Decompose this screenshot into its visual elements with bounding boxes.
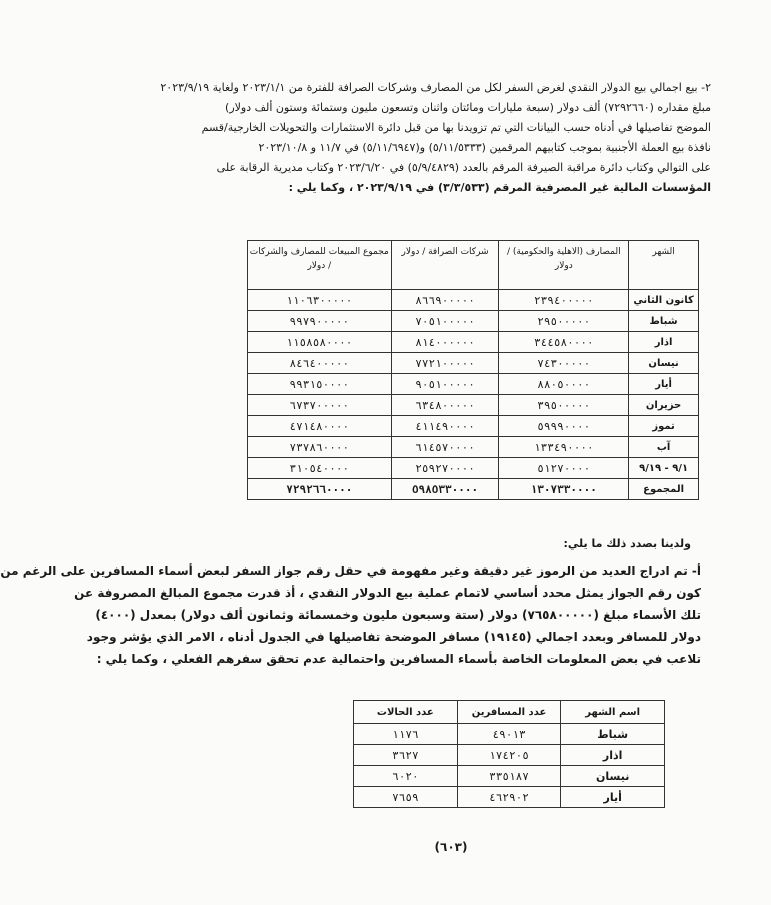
cell-exchange: ٤١١٤٩٠٠٠٠ [391,416,499,437]
text-line: ٢- بيع اجمالي بيع الدولار النقدي لغرض السفر لكل من المصارف وشركات الصرافة للفترة من ٢٠٢٣/١/١ ولغاية ٢٠٢٣/٩/١٩ [160,81,711,94]
cell-banks: ٨٨٠٥٠٠٠٠ [499,374,629,395]
cell-total: ٤٧١٤٨٠٠٠٠ [248,416,392,437]
cell-total: ١١٥٨٥٨٠٠٠٠ [248,332,392,353]
cell-cases: ٧٦٥٩ [354,787,458,808]
cell-total: ٧٣٧٨٦٠٠٠٠ [248,437,392,458]
cell-month: شباط [629,311,699,332]
text-line: تلك الأسماء مبلغ (٧٦٥٨٠٠٠٠٠) دولار (ستة وسبعون مليون وخمسمائة وثمانون ألف دولار) بمعدل (٤٠٠٠) [95,608,701,622]
cell-total: ٣١٠٥٤٠٠٠٠ [248,458,392,479]
cell-cases: ١١٧٦ [354,724,458,745]
text-line: تلاعب في بعض المعلومات الخاصة بأسماء المسافرين واحتمالية عدم تحقق سفرهم الفعلي ، وكما يلي : [96,652,701,666]
paragraph-passport-issue [0,560,701,670]
cell-month: آب [629,437,699,458]
cell-month: أيار [561,787,665,808]
page-number: (٦٠٣) [434,840,468,854]
cell-month: ٩/١ - ٩/١٩ [629,458,699,479]
cell-total: ٩٩٧٩٠٠٠٠٠ [248,311,392,332]
paragraph-sales-summary [160,78,711,198]
cell-exchange: ٧٠٥١٠٠٠٠٠ [391,311,499,332]
travelers-table [353,700,665,808]
header-month: الشهر [629,241,699,290]
table-row [354,745,665,766]
table-row [354,724,665,745]
text-line: المؤسسات المالية غير المصرفية المرقم (٣/٣/٥٣٣) في ٢٠٢٣/٩/١٩ ، وكما يلي : [288,181,711,194]
cell-total: ٨٤٦٤٠٠٠٠٠ [248,353,392,374]
cell-banks: ١٣٠٧٣٣٠٠٠٠ [499,479,629,500]
sales-table [247,240,699,500]
cell-month: أيار [629,374,699,395]
cell-exchange: ٢٥٩٢٧٠٠٠٠ [391,458,499,479]
cell-month: اذار [561,745,665,766]
text-line: مبلغ مقداره (٧٢٩٢٦٦٠) ألف دولار (سبعة مليارات ومائتان واثنان وتسعون مليون وستمائة وستون ألف دولار) [225,101,711,114]
table-row [248,437,699,458]
cell-banks: ٢٩٥٠٠٠٠٠ [499,311,629,332]
cell-month: اذار [629,332,699,353]
table-row [248,374,699,395]
text-line: دولار للمسافر وبعدد اجمالي (١٩١٤٥) مسافر الموضحة تفاصيلها في الجدول أدناه ، الامر الذي يؤشر وجود [86,630,701,644]
text-line: كون رقم الجواز يمثل محدد أساسي لاتمام عملية بيع الدولار النقدي ، أذ قدرت مجموع المبالغ المصروفة عن [74,586,701,600]
cell-cases: ٦٠٢٠ [354,766,458,787]
table-header-row [354,701,665,724]
cell-travelers: ٤٦٢٩٠٢ [457,787,561,808]
cell-banks: ١٣٣٤٩٠٠٠٠ [499,437,629,458]
cell-total: ٩٩٣١٥٠٠٠٠ [248,374,392,395]
cell-total: ٧٢٩٢٦٦٠٠٠٠ [248,479,392,500]
cell-month: المجموع [629,479,699,500]
cell-total: ١١٠٦٣٠٠٠٠٠ [248,290,392,311]
header-month: اسم الشهر [561,701,665,724]
header-travelers: عدد المسافرين [457,701,561,724]
cell-travelers: ٤٩٠١٣ [457,724,561,745]
cell-month: حزيران [629,395,699,416]
cell-banks: ٧٤٣٠٠٠٠٠ [499,353,629,374]
text-line: أ- تم ادراج العديد من الرموز غير دقيقة وغير مفهومة في حقل رقم جواز السفر لبعض أسماء المسافرين على الرغم من [0,564,701,578]
cell-banks: ٥١٢٧٠٠٠٠ [499,458,629,479]
table-row [248,332,699,353]
header-cases: عدد الحالات [354,701,458,724]
cell-exchange: ٩٠٥١٠٠٠٠٠ [391,374,499,395]
cell-banks: ٣٤٤٥٨٠٠٠٠ [499,332,629,353]
cell-banks: ٢٣٩٤٠٠٠٠٠ [499,290,629,311]
cell-exchange: ٦٣٤٨٠٠٠٠٠ [391,395,499,416]
cell-exchange: ٨١٤٠٠٠٠٠٠ [391,332,499,353]
cell-travelers: ١٧٤٢٠٥ [457,745,561,766]
text-line: نافذة بيع العملة الأجنبية بموجب كتابيهم المرقمين (٥/١١/٥٣٣٣) و(٥/١١/٦٩٤٧) في ١١/٧ و ٢٠٢٣/١٠/٨ [258,141,711,154]
table-row [354,787,665,808]
cell-exchange: ٥٩٨٥٣٣٠٠٠٠ [391,479,499,500]
cell-exchange: ٧٧٢١٠٠٠٠٠ [391,353,499,374]
cell-month: نيسان [561,766,665,787]
cell-exchange: ٦١٤٥٧٠٠٠٠ [391,437,499,458]
cell-exchange: ٨٦٦٩٠٠٠٠٠ [391,290,499,311]
header-total: مجموع المبيعات للمصارف والشركات / دولار [248,241,392,290]
header-banks: المصارف (الاهلية والحكومية) / دولار [499,241,629,290]
table-row [248,416,699,437]
table-row [248,353,699,374]
table-row [354,766,665,787]
cell-banks: ٣٩٥٠٠٠٠٠ [499,395,629,416]
table-row [248,395,699,416]
cell-month: كانون الثاني [629,290,699,311]
intro-line: ولدينا بصدد ذلك ما يلي: [563,537,691,550]
cell-month: تموز [629,416,699,437]
cell-cases: ٣٦٢٧ [354,745,458,766]
cell-month: نيسان [629,353,699,374]
table-row [248,290,699,311]
table-row [248,458,699,479]
cell-travelers: ٣٣٥١٨٧ [457,766,561,787]
text-line: الموضح تفاصيلها في أدناه حسب البيانات التي تم تزويدنا بها من قبل دائرة الاستثمارات والتحويلات الخارجية/قسم [201,121,711,134]
table-header-row [248,241,699,290]
header-exchange: شركات الصرافة / دولار [391,241,499,290]
table-row [248,311,699,332]
table-total-row [248,479,699,500]
cell-total: ٦٧٣٧٠٠٠٠٠ [248,395,392,416]
cell-banks: ٥٩٩٩٠٠٠٠ [499,416,629,437]
text-line: على التوالي وكتاب دائرة مراقبة الصيرفة المرقم بالعدد (٥/٩/٤٨٢٩) في ٢٠٢٣/٦/٢٠ وكتاب مديرية الرقابة على [216,161,711,174]
cell-month: شباط [561,724,665,745]
